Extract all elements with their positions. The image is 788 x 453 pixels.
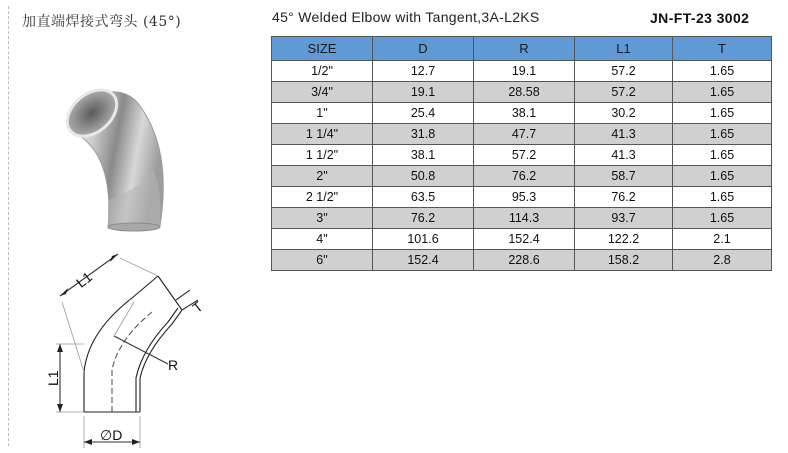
- table-cell: 1.65: [673, 166, 772, 187]
- table-cell: 2": [272, 166, 373, 187]
- column-header: SIZE: [272, 37, 373, 61]
- table-cell: 1": [272, 103, 373, 124]
- spec-table: [271, 36, 772, 271]
- table-cell: 28.58: [474, 82, 575, 103]
- table-cell: 101.6: [373, 229, 474, 250]
- arrow-L1-side-b: [57, 404, 63, 412]
- table-cell: 1 1/4": [272, 124, 373, 145]
- column-header: D: [373, 37, 474, 61]
- table-cell: 93.7: [575, 208, 673, 229]
- table-cell: 50.8: [373, 166, 474, 187]
- table-cell: 57.2: [474, 145, 575, 166]
- table-cell: 1.65: [673, 124, 772, 145]
- table-cell: 58.7: [575, 166, 673, 187]
- table-cell: 76.2: [575, 187, 673, 208]
- label-L1-side: L1: [45, 370, 61, 386]
- label-D: ∅D: [100, 427, 123, 443]
- arrow-L1-top-b: [110, 254, 118, 262]
- table-cell: 1.65: [673, 145, 772, 166]
- table-cell: 2.1: [673, 229, 772, 250]
- elbow-bottom-rim: [108, 223, 160, 231]
- table-cell: 12.7: [373, 61, 474, 82]
- elbow-photo: [22, 40, 242, 248]
- outline-outer: [84, 276, 158, 412]
- table-cell: 19.1: [474, 61, 575, 82]
- table-cell: 114.3: [474, 208, 575, 229]
- table-cell: 1.65: [673, 103, 772, 124]
- end-cap-top: [158, 276, 182, 310]
- table-cell: 25.4: [373, 103, 474, 124]
- title-chinese: 加直端焊接式弯头 (45°): [22, 14, 182, 30]
- table-cell: 30.2: [575, 103, 673, 124]
- table-cell: 41.3: [575, 145, 673, 166]
- table-cell: 31.8: [373, 124, 474, 145]
- table-cell: 76.2: [474, 166, 575, 187]
- arrow-D-b: [132, 439, 140, 445]
- table-cell: 38.1: [474, 103, 575, 124]
- product-code: JN-FT-23 3002: [650, 10, 750, 26]
- table-row: [272, 82, 772, 103]
- table-row: [272, 187, 772, 208]
- arrow-D-a: [84, 439, 92, 445]
- elbow-technical-drawing: [22, 252, 242, 450]
- table-row: [272, 208, 772, 229]
- table-row: [272, 124, 772, 145]
- table-cell: 2.8: [673, 250, 772, 271]
- table-row: [272, 61, 772, 82]
- table-cell: 152.4: [373, 250, 474, 271]
- table-row: [272, 103, 772, 124]
- table-cell: 47.7: [474, 124, 575, 145]
- table-header-row: [272, 37, 772, 61]
- label-L1-top: L1: [72, 268, 96, 291]
- table-cell: 38.1: [373, 145, 474, 166]
- table-cell: 1.65: [673, 187, 772, 208]
- page-divider: [8, 6, 9, 446]
- title-english: 45° Welded Elbow with Tangent,3A-L2KS: [272, 9, 540, 25]
- table-row: [272, 250, 772, 271]
- table-cell: 6": [272, 250, 373, 271]
- table-cell: 228.6: [474, 250, 575, 271]
- column-header: L1: [575, 37, 673, 61]
- table-cell: 3": [272, 208, 373, 229]
- table-cell: 41.3: [575, 124, 673, 145]
- label-T: T: [189, 298, 206, 316]
- table-cell: 3/4": [272, 82, 373, 103]
- table-cell: 57.2: [575, 61, 673, 82]
- column-header: T: [673, 37, 772, 61]
- table-cell: 19.1: [373, 82, 474, 103]
- table-cell: 4": [272, 229, 373, 250]
- table-cell: 57.2: [575, 82, 673, 103]
- arrow-L1-side-a: [57, 344, 63, 352]
- table-cell: 1.65: [673, 82, 772, 103]
- table-cell: 2 1/2": [272, 187, 373, 208]
- table-cell: 152.4: [474, 229, 575, 250]
- table-row: [272, 229, 772, 250]
- table-cell: 95.3: [474, 187, 575, 208]
- table-cell: 1.65: [673, 61, 772, 82]
- table-row: [272, 145, 772, 166]
- table-cell: 122.2: [575, 229, 673, 250]
- column-header: R: [474, 37, 575, 61]
- label-R: R: [168, 357, 179, 373]
- table-cell: 158.2: [575, 250, 673, 271]
- table-cell: 63.5: [373, 187, 474, 208]
- table-cell: 1.65: [673, 208, 772, 229]
- table-cell: 76.2: [373, 208, 474, 229]
- table-cell: 1/2": [272, 61, 373, 82]
- table-row: [272, 166, 772, 187]
- table-cell: 1 1/2": [272, 145, 373, 166]
